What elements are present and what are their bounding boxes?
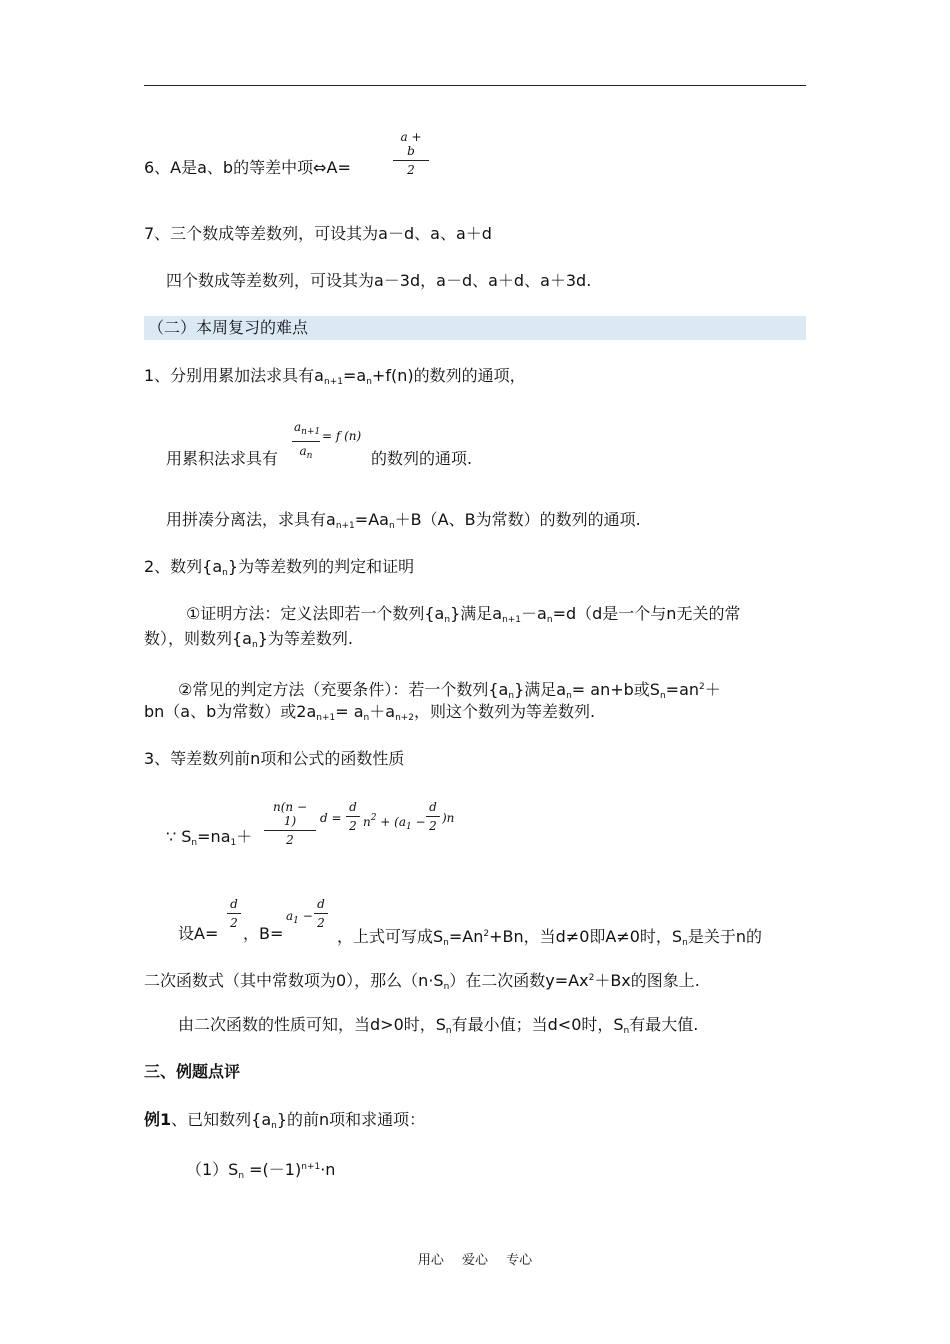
d3-line2: 二次函数式（其中常数项为0），那么$(n\cdot S_n)$在二次函数$y=Ax^2+Bx$的图象上. — [144, 971, 700, 992]
example1-text: 例1、已知数列$\{a_n\}$的前n项和求通项： — [144, 1110, 426, 1131]
section-banner: （二）本周复习的难点 — [144, 316, 806, 340]
d3-fraction-d1: d 2 — [346, 800, 360, 833]
example1-q1: $(1)S_n =(-1)^{n+1}\cdot n$ — [186, 1160, 336, 1181]
page-footer: 用心 爱心 专心 — [417, 1253, 533, 1268]
d1-line2-prefix: 用累积法求具有 — [166, 449, 279, 468]
header-rule — [144, 85, 806, 86]
d2-p1-line2: 数），则数列$\{a_n\}$为等差数列. — [144, 629, 353, 650]
d3-set-a: 设A= — [178, 924, 219, 943]
d3-eq3: )n — [442, 811, 455, 825]
d3-fraction-d2: d 2 — [426, 800, 440, 833]
d3-set-rest: ，上式可写成$S_n=An^2+Bn$，当d≠0即A≠0时，$S_n$是关于n的 — [337, 927, 762, 948]
d3-because: ∵ $S_n=na_1+$ — [166, 827, 253, 848]
item6-text: 6、A是a、b的等差中项⇔A= — [144, 158, 351, 177]
d2-p2-line1: ②常见的判定方法（充要条件）：若一个数列$\{a_n\}$满足$a_n= an+b$或$S_n=an^2+$ — [178, 680, 721, 701]
d2-title: 2、数列$\{a_n\}$为等差数列的判定和证明 — [144, 557, 415, 578]
d1-fraction: $a_{n+1}$ $a_n$ — [294, 420, 321, 461]
d3-eq2: $n^2 + (a_1$ − — [363, 813, 426, 832]
d3-set-fraction-a: d 2 — [227, 897, 241, 930]
d3-line3: 由二次函数的性质可知，当d>0时，$S_n$有最小值；当d<0时，$S_n$有最大值. — [178, 1015, 699, 1036]
d3-set-a1: $a_1$ − — [286, 909, 313, 926]
d1-line3: 用拼凑分离法，求具有$a_{n+1}=Aa_n+B(A$、B为常数）的数列的通项. — [166, 510, 641, 531]
item7-line1: 7、三个数成等差数列，可设其为a－d、a、a＋d — [144, 224, 492, 243]
d3-fraction-n: n(n − 1) 2 — [264, 800, 316, 847]
d3-eq1: d = — [320, 811, 342, 825]
item7-line2: 四个数成等差数列，可设其为a－3d，a－d、a＋d、a＋3d. — [166, 271, 592, 290]
d1-fraction-rhs: = f (n) — [322, 429, 362, 443]
d2-p1-line1: ①证明方法：定义法即若一个数列$\{a_n\}$满足$a_{n+1}-a_n=d(d$是一个与n无关的常 — [186, 604, 741, 625]
item6-fraction: a + b 2 — [393, 130, 429, 177]
section3-title: 三、例题点评 — [144, 1062, 241, 1081]
d2-p2-line2: bn（a、b为常数）或$2a_{n+1}= a_n+a_{n+2}$，则这个数列为等差数列. — [144, 702, 596, 723]
d3-set-b: ，B= — [243, 924, 284, 943]
d1-line1: 1、分别用累加法求具有$a_{n+1}=a_n+f(n)$的数列的通项， — [144, 366, 526, 387]
d3-title: 3、等差数列前n项和公式的函数性质 — [144, 749, 405, 768]
d1-line2-suffix: 的数列的通项. — [371, 449, 473, 468]
d3-set-fraction-b: d 2 — [314, 897, 328, 930]
